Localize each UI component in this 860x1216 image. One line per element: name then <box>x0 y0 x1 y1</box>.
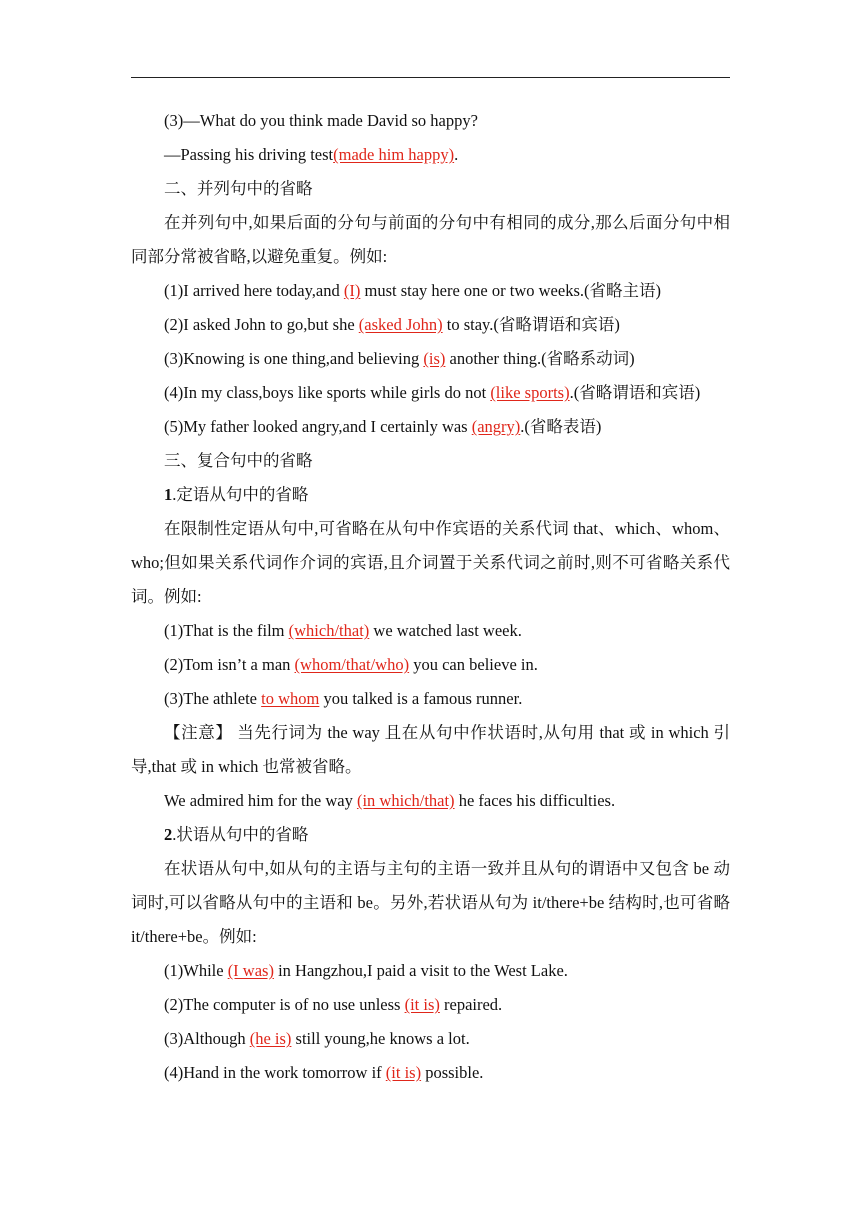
example-line <box>131 410 730 444</box>
text: repaired. <box>439 995 503 1014</box>
answer-blank: (which/that) <box>288 621 370 640</box>
document-body <box>131 104 730 1090</box>
example-line <box>131 376 730 410</box>
text: (4)In my class,boys like sports while girls do not <box>164 383 491 402</box>
subsection-heading <box>131 818 730 852</box>
text: you talked is a famous runner. <box>319 689 523 708</box>
paragraph: 在并列句中,如果后面的分句与前面的分句中有相同的成分,那么后面分句中相同部分常被省略,以避免重复。例如: <box>131 213 730 266</box>
text: (3)Knowing is one thing,and believing <box>164 349 424 368</box>
answer-blank: (it is) <box>385 1063 422 1082</box>
paragraph: 在状语从句中,如从句的主语与主句的主语一致并且从句的谓语中又包含 be 动词时,可以省略从句中的主语和 be。另外,若状语从句为 it/there+be 结构时,也可省略 it/there+be。例如: <box>131 859 730 946</box>
answer-blank: (is) <box>423 349 446 368</box>
text: —Passing his driving test <box>164 145 334 164</box>
text: (5)My father looked angry,and I certainly was <box>164 417 472 436</box>
text: (3)—What do you think made David so happy? <box>164 111 478 130</box>
example-line <box>131 784 730 818</box>
example-line <box>131 988 730 1022</box>
example-line <box>131 274 730 308</box>
paragraph: 在限制性定语从句中,可省略在从句中作宾语的关系代词 that、which、whom、who;但如果关系代词作介词的宾语,且介词置于关系代词之前时,则不可省略关系代词。例如: <box>131 519 730 606</box>
example-line <box>131 614 730 648</box>
text: (2)The computer is of no use unless <box>164 995 405 1014</box>
subsection-number: 2 <box>164 825 173 844</box>
subsection-number: 1 <box>164 485 173 504</box>
section-heading: 二、并列句中的省略 <box>164 179 313 198</box>
answer-blank: (in which/that) <box>356 791 455 810</box>
note-label: 【注意】 <box>164 723 233 742</box>
text: to stay.(省略谓语和宾语) <box>442 315 620 334</box>
example-line <box>131 1022 730 1056</box>
text: you can believe in. <box>409 655 538 674</box>
example-line <box>131 682 730 716</box>
answer-blank: (I) <box>343 281 361 300</box>
answer-blank: (made him happy) <box>333 145 455 164</box>
answer-blank: (whom/that/who) <box>294 655 410 674</box>
answer-blank: (it is) <box>404 995 440 1014</box>
example-line <box>131 308 730 342</box>
text: .(省略表语) <box>520 417 602 436</box>
answer-blank: (angry) <box>471 417 521 436</box>
example-line <box>131 954 730 988</box>
text: he faces his difficulties. <box>454 791 616 810</box>
text: possible. <box>421 1063 484 1082</box>
text: must stay here one or two weeks.(省略主语) <box>360 281 661 300</box>
answer-blank: to whom <box>261 689 320 708</box>
answer-blank: (I was) <box>227 961 274 980</box>
text: we watched last week. <box>369 621 522 640</box>
text: . <box>454 145 459 164</box>
note-text: 当先行词为 the way 且在从句中作状语时,从句用 that 或 in which 引导,that 或 in which 也常被省略。 <box>131 723 731 776</box>
example-line <box>131 648 730 682</box>
text: in Hangzhou,I paid a visit to the West Lake. <box>273 961 568 980</box>
text: still young,he knows a lot. <box>291 1029 470 1048</box>
text: (1)That is the film <box>164 621 289 640</box>
text: (1)I arrived here today,and <box>164 281 344 300</box>
answer-blank: (like sports) <box>490 383 570 402</box>
header-rule <box>131 77 730 78</box>
example-line <box>131 1056 730 1090</box>
example-line <box>131 138 730 172</box>
answer-blank: (he is) <box>249 1029 292 1048</box>
text: .(省略谓语和宾语) <box>569 383 701 402</box>
answer-blank: (asked John) <box>358 315 443 334</box>
text: (4)Hand in the work tomorrow if <box>164 1063 386 1082</box>
text: (3)Although <box>164 1029 250 1048</box>
section-heading: 三、复合句中的省略 <box>164 451 313 470</box>
subsection-title: .定语从句中的省略 <box>172 485 309 504</box>
text: (2)I asked John to go,but she <box>164 315 359 334</box>
text: (1)While <box>164 961 228 980</box>
subsection-heading <box>131 478 730 512</box>
note-paragraph <box>131 716 730 784</box>
text: (3)The athlete <box>164 689 262 708</box>
subsection-title: .状语从句中的省略 <box>172 825 309 844</box>
example-line <box>131 342 730 376</box>
text: (2)Tom isn’t a man <box>164 655 295 674</box>
example-line <box>131 104 730 138</box>
text: We admired him for the way <box>164 791 357 810</box>
text: another thing.(省略系动词) <box>445 349 635 368</box>
